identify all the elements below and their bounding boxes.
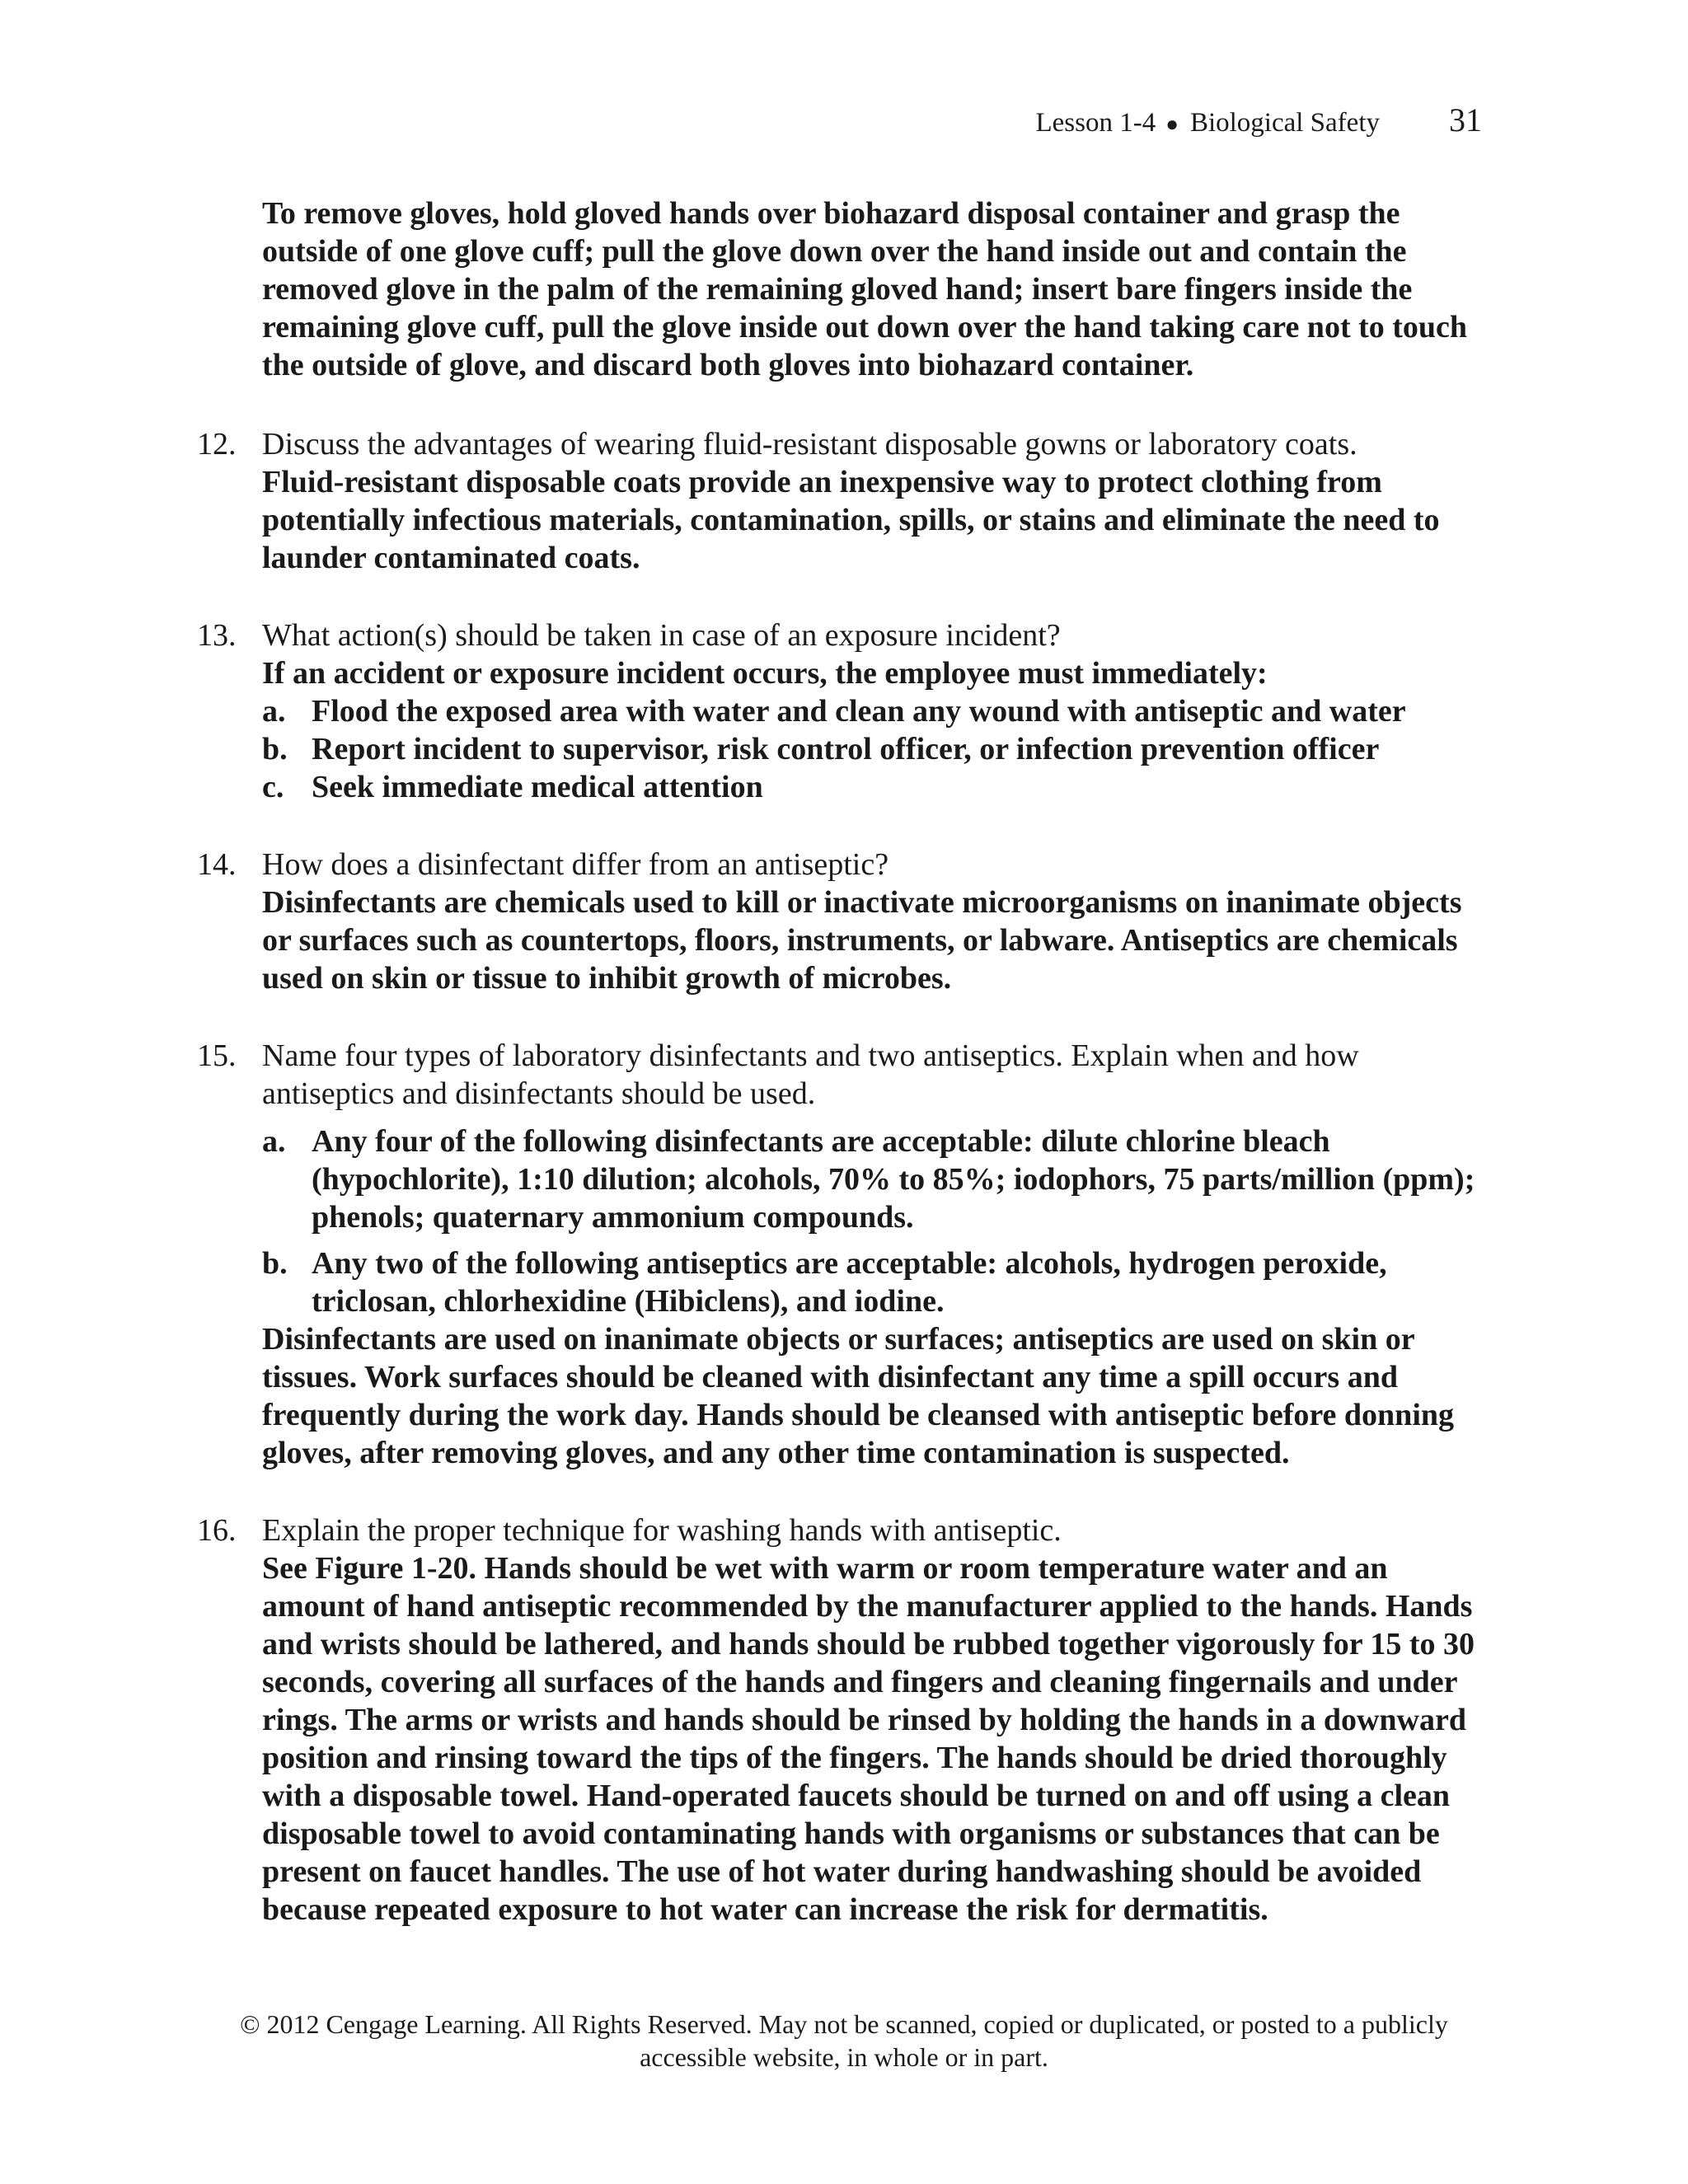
- question-14: [197, 846, 1490, 997]
- item-label: b.: [262, 1246, 288, 1281]
- intro-answer: To remove gloves, hold gloved hands over biohazard disposal container and grasp the outside of one glove cuff; pull the glove down over the hand inside out and contain the removed glove in the palm of the remaining gloved hand; insert bare fingers inside the remaining glove cuff, pull the glove inside out down over the hand taking care not to touch the outside of glove, and discard both gloves into biohazard container.: [262, 196, 1468, 382]
- question-text: What action(s) should be taken in case of an exposure incident?: [262, 618, 1061, 653]
- item-text: Any two of the following antiseptics are acceptable: alcohols, hydrogen peroxide, triclosan, chlorhexidine (Hibiclens), and iodine.: [312, 1246, 1387, 1319]
- running-header: [1036, 101, 1483, 139]
- answer-text: Fluid-resistant disposable coats provide an inexpensive way to protect clothing from potentially infectious materials, contamination, spills, or stains and eliminate the need to launder contaminated coats.: [262, 465, 1440, 575]
- item-text: Seek immediate medical attention: [312, 770, 763, 804]
- question-text: Explain the proper technique for washing hands with antiseptic.: [262, 1513, 1062, 1548]
- list-item: [262, 768, 1490, 806]
- list-item: [262, 1122, 1490, 1236]
- footer-line: © 2012 Cengage Learning. All Rights Reserved. May not be scanned, copied or duplicated, or posted to a publicly: [240, 2009, 1448, 2039]
- question-number: 13.: [197, 618, 237, 653]
- item-label: b.: [262, 732, 288, 766]
- footer-line: accessible website, in whole or in part.: [640, 2042, 1048, 2072]
- item-text: Flood the exposed area with water and clean any wound with antiseptic and water: [312, 694, 1406, 729]
- page-number: 31: [1449, 101, 1482, 138]
- question-number: 15.: [197, 1038, 237, 1073]
- question-text: How does a disinfectant differ from an antiseptic?: [262, 847, 889, 882]
- question-number: 14.: [197, 847, 237, 882]
- question-text: Name four types of laboratory disinfectants and two antiseptics. Explain when and how antiseptics and disinfectants should be used.: [262, 1038, 1359, 1111]
- item-text: Report incident to supervisor, risk control officer, or infection prevention officer: [312, 732, 1380, 766]
- item-label: a.: [262, 694, 286, 729]
- question-number: 12.: [197, 427, 237, 462]
- copyright-footer: [0, 2008, 1688, 2074]
- item-text: Any four of the following disinfectants are acceptable: dilute chlorine bleach (hypochlorite), 1:10 dilution; alcohols, 70% to 85%; iodophors, 75 parts/million (ppm); phenols; quaternary ammonium compounds.: [312, 1124, 1475, 1235]
- item-label: c.: [262, 770, 284, 804]
- page-content: [197, 194, 1490, 1929]
- question-text: Discuss the advantages of wearing fluid-resistant disposable gowns or laboratory coats.: [262, 427, 1357, 462]
- question-15: [197, 1037, 1490, 1472]
- answer-text: See Figure 1-20. Hands should be wet with warm or room temperature water and an amount of hand antiseptic recommended by the manufacturer applied to the hands. Hands and wrists should be lathered, and hands should be rubbed together vigorously for 15 to 30 seconds, covering all surfaces of the hands and fingers and cleaning fingernails and under rings. The arms or wrists and hands should be rinsed by holding the hands in a downward position and rinsing toward the tips of the fingers. The hands should be dried thoroughly with a disposable towel. Hand-operated faucets should be turned on and off using a clean disposable towel to avoid contaminating hands with organisms or substances that can be present on faucet handles. The use of hot water during handwashing should be avoided because repeated exposure to hot water can increase the risk for dermatitis.: [262, 1551, 1475, 1927]
- answer-text: Disinfectants are chemicals used to kill or inactivate microorganisms on inanimate objects or surfaces such as countertops, floors, instruments, or labware. Antiseptics are chemicals used on skin or tissue to inhibit growth of microbes.: [262, 885, 1462, 996]
- question-16: [197, 1511, 1490, 1929]
- answer-intro: If an accident or exposure incident occurs, the employee must immediately:: [262, 656, 1268, 691]
- question-12: [197, 425, 1490, 577]
- item-label: a.: [262, 1124, 286, 1159]
- list-item: [262, 730, 1490, 768]
- list-item: [262, 692, 1490, 730]
- question-13: [197, 616, 1490, 806]
- section-title: Biological Safety: [1189, 108, 1380, 138]
- question-number: 16.: [197, 1513, 237, 1548]
- answer-text: Disinfectants are used on inanimate objects or surfaces; antiseptics are used on skin or tissues. Work surfaces should be cleaned with disinfectant any time a spill occurs and frequently during the work day. Hands should be cleansed with antiseptic before donning gloves, after removing gloves, and any other time contamination is suspected.: [262, 1322, 1455, 1470]
- bullet-icon: ●: [1165, 112, 1179, 136]
- lesson-label: Lesson 1-4: [1035, 108, 1156, 138]
- list-item: [262, 1244, 1490, 1320]
